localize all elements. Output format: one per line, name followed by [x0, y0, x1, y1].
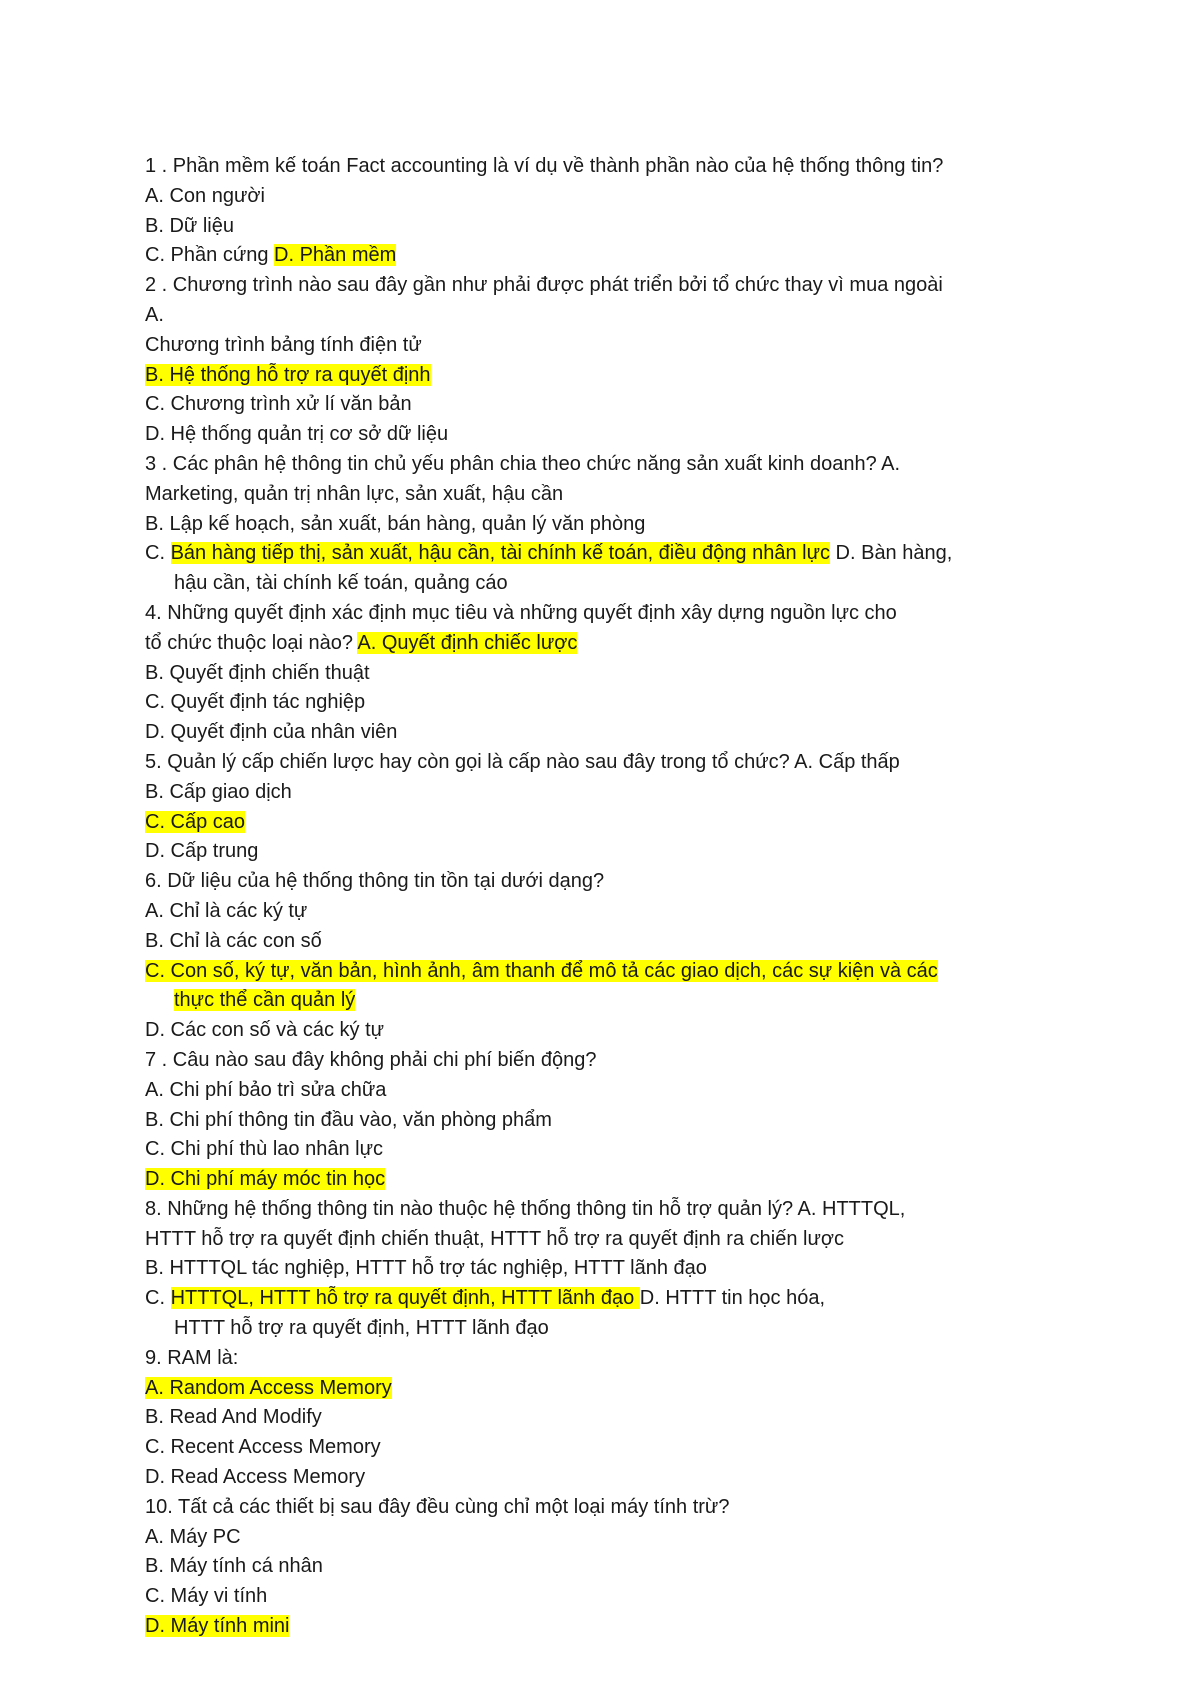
text-segment: D. Các con số và các ký tự	[145, 1019, 385, 1042]
text-segment: D. Cấp trung	[145, 840, 259, 863]
text-line	[145, 1106, 1065, 1136]
text-line	[145, 212, 1065, 242]
text-line	[145, 1403, 1065, 1433]
text-segment: tổ chức thuộc loại nào?	[145, 631, 358, 654]
text-segment: 2 . Chương trình nào sau đây gần như phải được phát triển bởi tổ chức thay vì mua ngoài	[145, 274, 943, 297]
text-segment: A.	[145, 303, 164, 326]
quiz-document	[145, 152, 1065, 1642]
text-line	[145, 1135, 1065, 1165]
text-line	[145, 569, 1065, 599]
text-segment: HTTT hỗ trợ ra quyết định chiến thuật, HTTT hỗ trợ ra quyết định ra chiến lược	[145, 1227, 844, 1250]
text-line	[145, 688, 1065, 718]
text-line	[145, 927, 1065, 957]
text-segment: 4. Những quyết định xác định mục tiêu và những quyết định xây dựng nguồn lực cho	[145, 601, 897, 624]
text-line	[145, 867, 1065, 897]
text-line	[145, 1582, 1065, 1612]
text-segment: B. Dữ liệu	[145, 214, 234, 237]
highlighted-answer: A. Random Access Memory	[145, 1376, 392, 1399]
text-segment: D. HTTT tin học hóa,	[639, 1287, 826, 1310]
text-segment: B. Chi phí thông tin đầu vào, văn phòng phẩm	[145, 1108, 552, 1131]
text-segment: hậu cần, tài chính kế toán, quảng cáo	[174, 572, 508, 595]
text-line	[145, 986, 1065, 1016]
text-line	[145, 361, 1065, 391]
text-segment: C.	[145, 1287, 171, 1310]
text-line	[145, 1284, 1065, 1314]
text-line	[145, 241, 1065, 271]
text-line	[145, 1314, 1065, 1344]
text-segment: B. Cấp giao dịch	[145, 780, 292, 803]
text-line	[145, 1433, 1065, 1463]
text-segment: 9. RAM là:	[145, 1346, 239, 1369]
text-segment: Marketing, quản trị nhân lực, sản xuất, hậu cần	[145, 482, 564, 505]
highlighted-answer: HTTTQL, HTTT hỗ trợ ra quyết định, HTTT lãnh đạo	[170, 1287, 640, 1310]
text-segment: D. Bàn hàng,	[829, 542, 953, 565]
text-segment: A. Con người	[145, 184, 265, 207]
text-segment: 5. Quản lý cấp chiến lược hay còn gọi là cấp nào sau đây trong tổ chức? A. Cấp thấp	[145, 750, 900, 773]
text-line	[145, 1523, 1065, 1553]
text-line	[145, 1493, 1065, 1523]
text-segment: Chương trình bảng tính điện tử	[145, 333, 422, 356]
text-segment: A. Chi phí bảo trì sửa chữa	[145, 1078, 387, 1101]
text-segment: B. Read And Modify	[145, 1406, 322, 1429]
text-line	[145, 1195, 1065, 1225]
text-segment: C. Chi phí thù lao nhân lực	[145, 1138, 383, 1161]
text-line	[145, 331, 1065, 361]
text-line	[145, 1046, 1065, 1076]
text-segment: 8. Những hệ thống thông tin nào thuộc hệ thống thông tin hỗ trợ quản lý? A. HTTTQL,	[145, 1197, 906, 1220]
highlighted-answer: Bán hàng tiếp thị, sản xuất, hậu cần, tài chính kế toán, điều động nhân lực	[170, 542, 830, 565]
text-line	[145, 599, 1065, 629]
text-line	[145, 182, 1065, 212]
text-line	[145, 897, 1065, 927]
text-segment: C. Chương trình xử lí văn bản	[145, 393, 412, 416]
text-line	[145, 718, 1065, 748]
text-line	[145, 659, 1065, 689]
text-line	[145, 510, 1065, 540]
text-line	[145, 778, 1065, 808]
text-segment: 3 . Các phân hệ thông tin chủ yếu phân chia theo chức năng sản xuất kinh doanh? A.	[145, 452, 901, 475]
text-line	[145, 629, 1065, 659]
text-line	[145, 1016, 1065, 1046]
text-line	[145, 1165, 1065, 1195]
highlighted-answer: D. Phần mềm	[274, 244, 397, 267]
text-segment: B. Máy tính cá nhân	[145, 1555, 323, 1578]
text-segment: B. HTTTQL tác nghiệp, HTTT hỗ trợ tác nghiệp, HTTT lãnh đạo	[145, 1257, 707, 1280]
text-segment: C. Quyết định tác nghiệp	[145, 691, 366, 714]
text-segment: C. Recent Access Memory	[145, 1436, 381, 1459]
text-segment: C.	[145, 542, 171, 565]
text-segment: B. Chỉ là các con số	[145, 929, 322, 952]
text-segment: 10. Tất cả các thiết bị sau đây đều cùng chỉ một loại máy tính trừ?	[145, 1495, 730, 1518]
text-line	[145, 1225, 1065, 1255]
text-line	[145, 957, 1065, 987]
text-segment: A. Chỉ là các ký tự	[145, 899, 308, 922]
text-segment: A. Máy PC	[145, 1525, 241, 1548]
highlighted-answer: C. Cấp cao	[145, 810, 246, 833]
text-line	[145, 390, 1065, 420]
highlighted-answer: B. Hệ thống hỗ trợ ra quyết định	[145, 363, 431, 386]
text-line	[145, 1076, 1065, 1106]
text-segment: 7 . Câu nào sau đây không phải chi phí biến động?	[145, 1048, 597, 1071]
text-segment: B. Lập kế hoạch, sản xuất, bán hàng, quản lý văn phòng	[145, 512, 646, 535]
text-segment: B. Quyết định chiến thuật	[145, 661, 370, 684]
text-segment: HTTT hỗ trợ ra quyết định, HTTT lãnh đạo	[174, 1317, 549, 1340]
highlighted-answer: thực thể cần quản lý	[174, 989, 356, 1012]
text-line	[145, 837, 1065, 867]
text-segment: C. Phần cứng	[145, 244, 275, 267]
text-line	[145, 1463, 1065, 1493]
highlighted-answer: D. Chi phí máy móc tin học	[145, 1168, 386, 1191]
text-line	[145, 1254, 1065, 1284]
text-segment: 1 . Phần mềm kế toán Fact accounting là ví dụ về thành phần nào của hệ thống thông tin?	[145, 155, 944, 177]
text-segment: D. Hệ thống quản trị cơ sở dữ liệu	[145, 423, 449, 446]
highlighted-answer: C. Con số, ký tự, văn bản, hình ảnh, âm thanh để mô tả các giao dịch, các sự kiện và các	[145, 959, 938, 982]
text-line	[145, 271, 1065, 301]
text-line	[145, 808, 1065, 838]
text-line	[145, 480, 1065, 510]
text-segment: D. Quyết định của nhân viên	[145, 721, 398, 744]
text-line	[145, 1612, 1065, 1642]
text-line	[145, 539, 1065, 569]
text-line	[145, 152, 1065, 182]
highlighted-answer: D. Máy tính mini	[145, 1615, 290, 1638]
text-line	[145, 301, 1065, 331]
text-segment: 6. Dữ liệu của hệ thống thông tin tồn tại dưới dạng?	[145, 870, 605, 893]
text-line	[145, 450, 1065, 480]
text-segment: D. Read Access Memory	[145, 1466, 366, 1489]
text-line	[145, 1344, 1065, 1374]
highlighted-answer: A. Quyết định chiếc lược	[357, 631, 578, 654]
text-line	[145, 1374, 1065, 1404]
text-line	[145, 1552, 1065, 1582]
text-line	[145, 748, 1065, 778]
text-line	[145, 420, 1065, 450]
text-segment: C. Máy vi tính	[145, 1585, 268, 1608]
